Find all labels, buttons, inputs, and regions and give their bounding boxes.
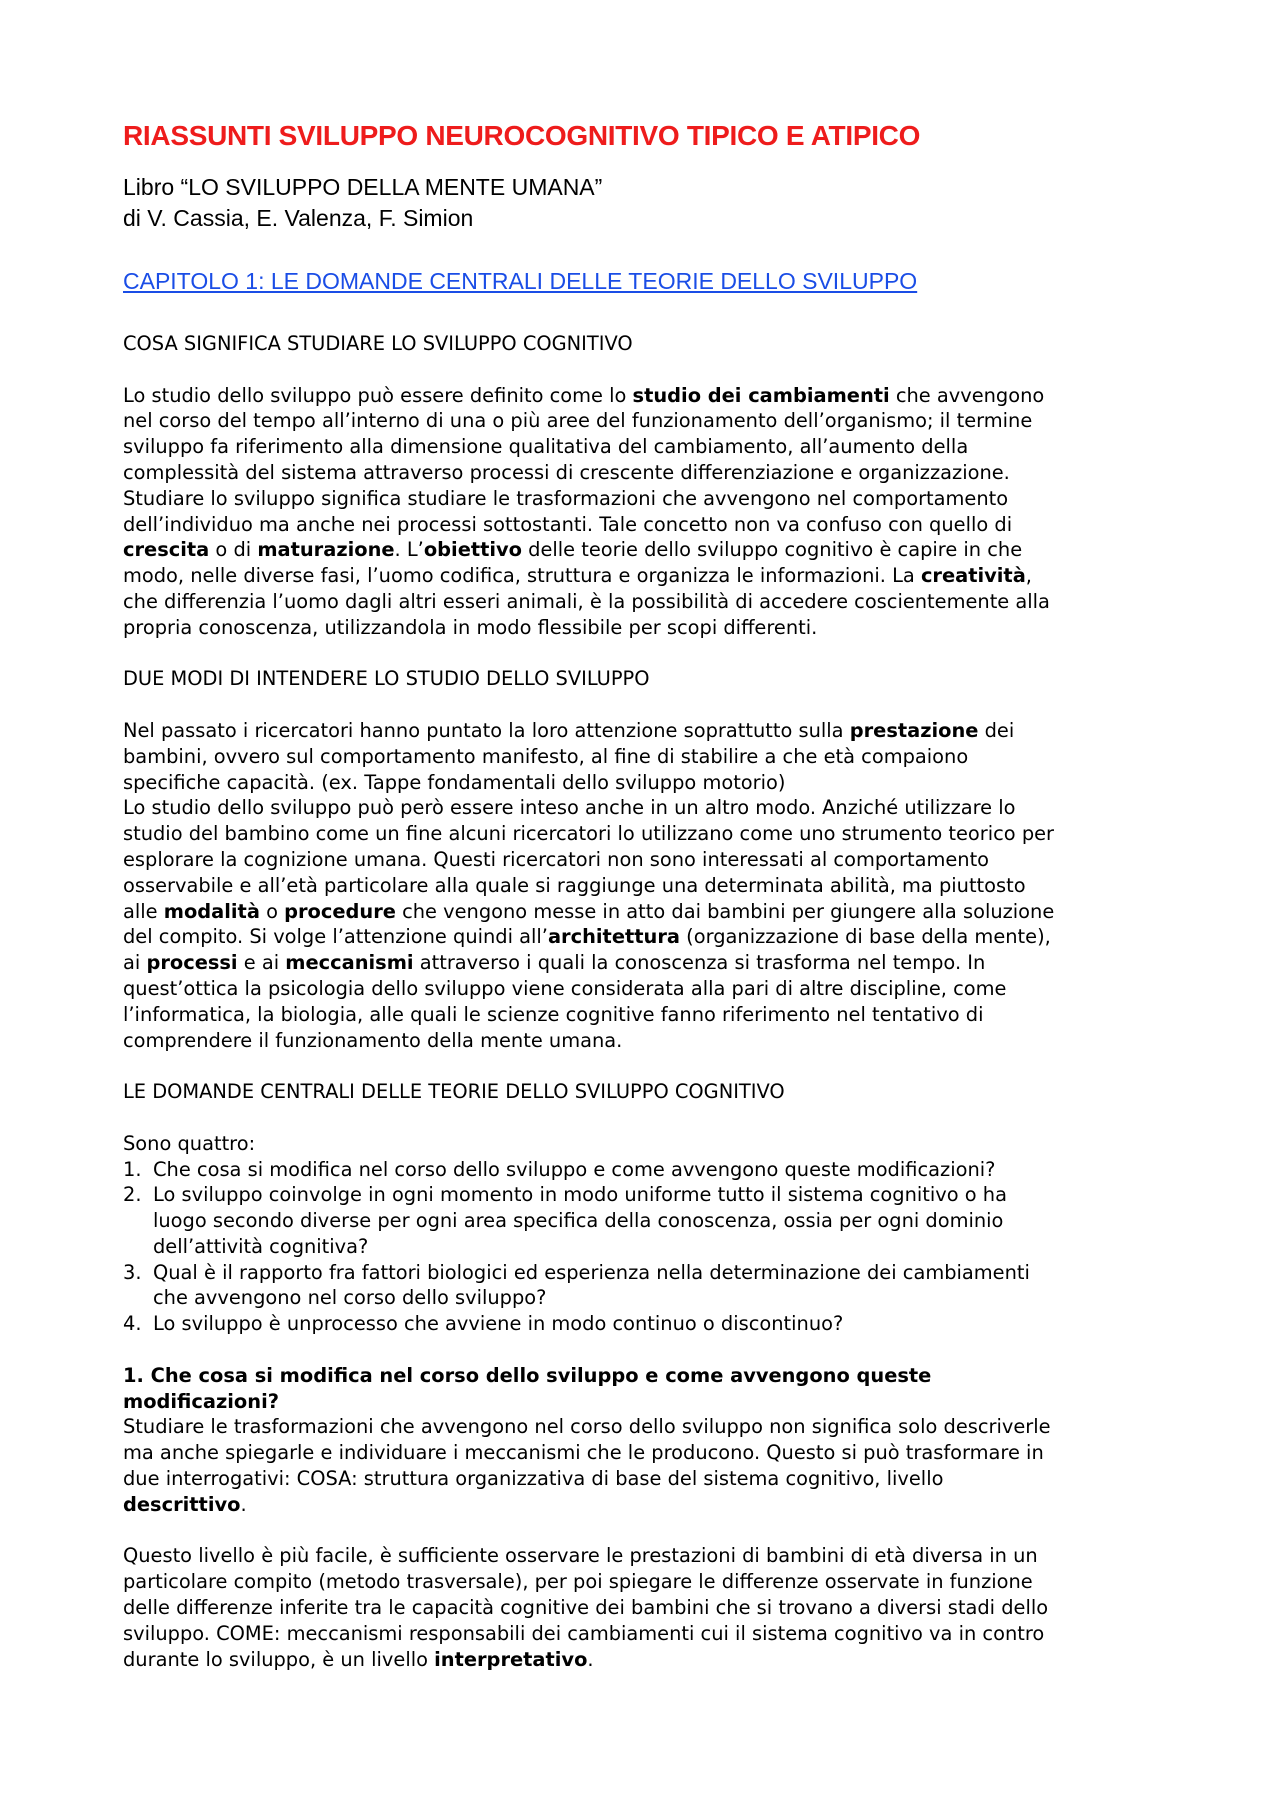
chapter-link[interactable]: CAPITOLO 1: LE DOMANDE CENTRALI DELLE TEORIE DELLO SVILUPPO [123,268,918,294]
book-authors: di V. Cassia, E. Valenza, F. Simion [123,205,474,231]
bold-term: meccanismi [285,951,414,975]
section-heading: LE DOMANDE CENTRALI DELLE TEORIE DELLO SVILUPPO COGNITIVO [123,1080,785,1104]
questions-block [123,1131,1173,1337]
bold-term: architettura [547,925,680,949]
list-item: 2. Lo sviluppo coinvolge in ogni momento in modo uniforme tutto il sistema cognitivo o ha luogo secondo diverse per ogni area specifica della conoscenza, ossia per ogni dominio dell’attività cognitiva? [123,1183,1007,1258]
list-intro: Sono quattro: [123,1131,256,1155]
section-heading: COSA SIGNIFICA STUDIARE LO SVILUPPO COGNITIVO [123,332,633,355]
questions-list [123,1157,1173,1338]
paragraph: Nel passato i ricercatori hanno puntato la loro attenzione soprattutto sulla prestazione dei bambini, ovvero sul comportamento manifesto, al fine di stabilire a che età compaiono specifiche capacità. (ex. Tappe fondamentali dello sviluppo motorio) Lo studio dello sviluppo può però essere inteso anche in un altro modo. Anziché utilizzare lo studio del bambino come un fine alcuni ricercatori lo utilizzano come uno strumento teorico per esplorare la cognizione umana. Questi ricercatori non sono interessati al comportamento osservabile e all’età particolare alla quale si raggiunge una determinata abilità, ma piuttosto alle modalità o procedure che vengono messe in atto dai bambini per giungere alla soluzione del compito. Si volge l’attenzione quindi all’architettura (organizzazione di base della mente), ai processi e ai meccanismi attraverso i quali la conoscenza si trasforma nel tempo. In quest’ottica la psicologia dello sviluppo viene considerata alla pari di altre discipline, come l’informatica, la biologia, alle quali le scienze cognitive fanno riferimento nel tentativo di comprendere il funzionamento della mente umana. [123,718,1055,1052]
bold-term: obiettivo [423,538,522,562]
section-heading: DUE MODI DI INTENDERE LO STUDIO DELLO SVILUPPO [123,667,650,691]
bold-term: descrittivo [123,1492,241,1516]
paragraph: Lo studio dello sviluppo può essere definito come lo studio dei cambiamenti che avvengono nel corso del tempo all’interno di una o più aree del funzionamento dell’organismo; il termine sviluppo fa riferimento alla dimensione qualitativa del cambiamento, all’aumento della complessità del sistema attraverso processi di crescente differenziazione e organizzazione. Studiare lo sviluppo significa studiare le trasformazioni che avvengono nel comportamento dell’individuo ma anche nei processi sottostanti. Tale concetto non va confuso con quello di crescita o di maturazione. L’obiettivo delle teorie dello sviluppo cognitivo è capire in che modo, nelle diverse fasi, l’uomo codifica, struttura e organizza le informazioni. La creatività, che differenzia l’uomo dagli altri esseri animali, è la possibilità di accedere coscientemente alla propria conoscenza, utilizzandola in modo flessibile per scopi differenti. [123,383,1050,639]
list-item: 3. Qual è il rapporto fra fattori biologici ed esperienza nella determinazione dei cambiamenti che avvengono nel corso dello sviluppo? [123,1260,1030,1310]
list-item: 4. Lo sviluppo è unprocesso che avviene in modo continuo o discontinuo? [123,1312,844,1336]
bold-term: crescita [123,538,210,562]
bold-term: modalità [163,899,260,923]
document-page [123,120,1173,1672]
list-item: 1. Che cosa si modifica nel corso dello sviluppo e come avvengono queste modificazioni? [123,1157,996,1181]
document-body [123,331,1173,1672]
subsection-heading: 1. Che cosa si modifica nel corso dello sviluppo e come avvengono queste [123,1363,932,1387]
subsection: 1. Che cosa si modifica nel corso dello sviluppo e come avvengono queste modificazioni? Studiare le trasformazioni che avvengono nel corso dello sviluppo non significa solo descriverle ma anche spiegarle e individuare i meccanismi che le producono. Questo si può trasformare in due interrogativi: COSA: struttura organizzativa di base del sistema cognitivo, livello descrittivo. [123,1363,1173,1518]
bold-term: creatività [920,564,1026,588]
bold-term: prestazione [849,718,979,742]
bold-term: maturazione [257,538,395,562]
document-title: RIASSUNTI SVILUPPO NEUROCOGNITIVO TIPICO E ATIPICO [123,120,921,151]
book-title: Libro “LO SVILUPPO DELLA MENTE UMANA” [123,174,603,200]
bold-term: procedure [284,899,396,923]
paragraph: Questo livello è più facile, è sufficiente osservare le prestazioni di bambini di età diversa in un particolare compito (metodo trasversale), per poi spiegare le differenze osservate in funzione delle differenze inferite tra le capacità cognitive dei bambini che si trovano a diversi stadi dello sviluppo. COME: meccanismi responsabili dei cambiamenti cui il sistema cognitivo va in contro durante lo sviluppo, è un livello interpretativo. [123,1544,1049,1671]
bold-term: interpretativo [434,1647,588,1671]
bold-term: studio dei cambiamenti [632,383,890,407]
bold-term: processi [146,951,238,975]
subsection-heading: modificazioni? [123,1389,279,1413]
